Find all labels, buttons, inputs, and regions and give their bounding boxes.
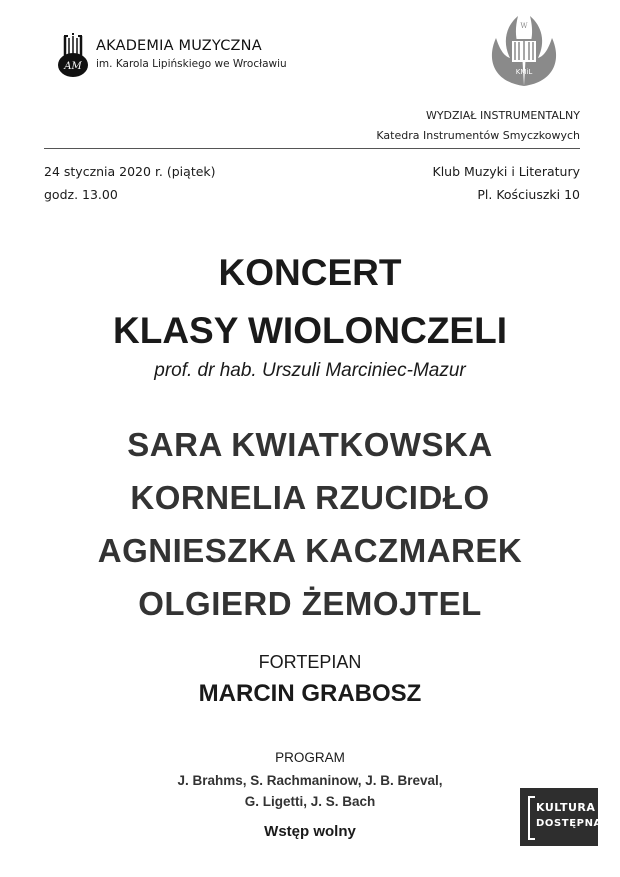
department: WYDZIAŁ INSTRUMENTALNY (425, 109, 580, 122)
kmil-logo-text: KMiL (515, 68, 533, 76)
academy-subtitle: im. Karola Lipińskiego we Wrocławiu (96, 58, 287, 70)
event-datetime (44, 160, 216, 206)
concert-title (0, 244, 620, 360)
event-location (433, 160, 581, 206)
event-venue: Klub Muzyki i Literatury (432, 164, 580, 179)
concert-title-line2: KLASY WIOLONCZELI (113, 310, 507, 351)
pianist-name: MARCIN GRABOSZ (198, 680, 422, 707)
lyre-logo-icon (56, 32, 90, 78)
kultura-dostepna-badge (520, 788, 602, 846)
program-line: J. Brahms, S. Rachmaninow, J. B. Breval, (177, 773, 443, 788)
event-time: godz. 13.00 (44, 187, 118, 202)
program-label: PROGRAM (275, 750, 345, 765)
badge-line1: KULTURA (536, 801, 596, 814)
program-line: G. Ligetti, J. S. Bach (244, 794, 376, 809)
professor-name: prof. dr hab. Urszuli Marciniec-Mazur (154, 360, 466, 381)
performer-name: SARA KWIATKOWSKA (127, 426, 493, 463)
event-address: Pl. Kościuszki 10 (477, 187, 580, 202)
performer-name: KORNELIA RZUCIDŁO (130, 479, 490, 516)
header-divider (44, 148, 580, 149)
performer-name: AGNIESZKA KACZMAREK (97, 532, 523, 569)
bracket-icon (528, 796, 535, 840)
academy-name: AKADEMIA MUZYCZNA (96, 38, 262, 54)
admission-note: Wstęp wolny (264, 823, 356, 840)
piano-label: FORTEPIAN (258, 652, 362, 672)
badge-line2: DOSTĘPNA (536, 818, 602, 829)
department-block (376, 106, 580, 146)
kmil-lyre-logo-icon (484, 12, 564, 88)
event-date: 24 stycznia 2020 r. (piątek) (44, 164, 216, 179)
svg-text:AM: AM (64, 61, 82, 72)
concert-title-line1: KONCERT (218, 252, 402, 293)
svg-text:W: W (520, 22, 528, 30)
performer-list (0, 418, 620, 630)
chair: Katedra Instrumentów Smyczkowych (376, 129, 580, 142)
performer-name: OLGIERD ŻEMOJTEL (138, 585, 482, 622)
